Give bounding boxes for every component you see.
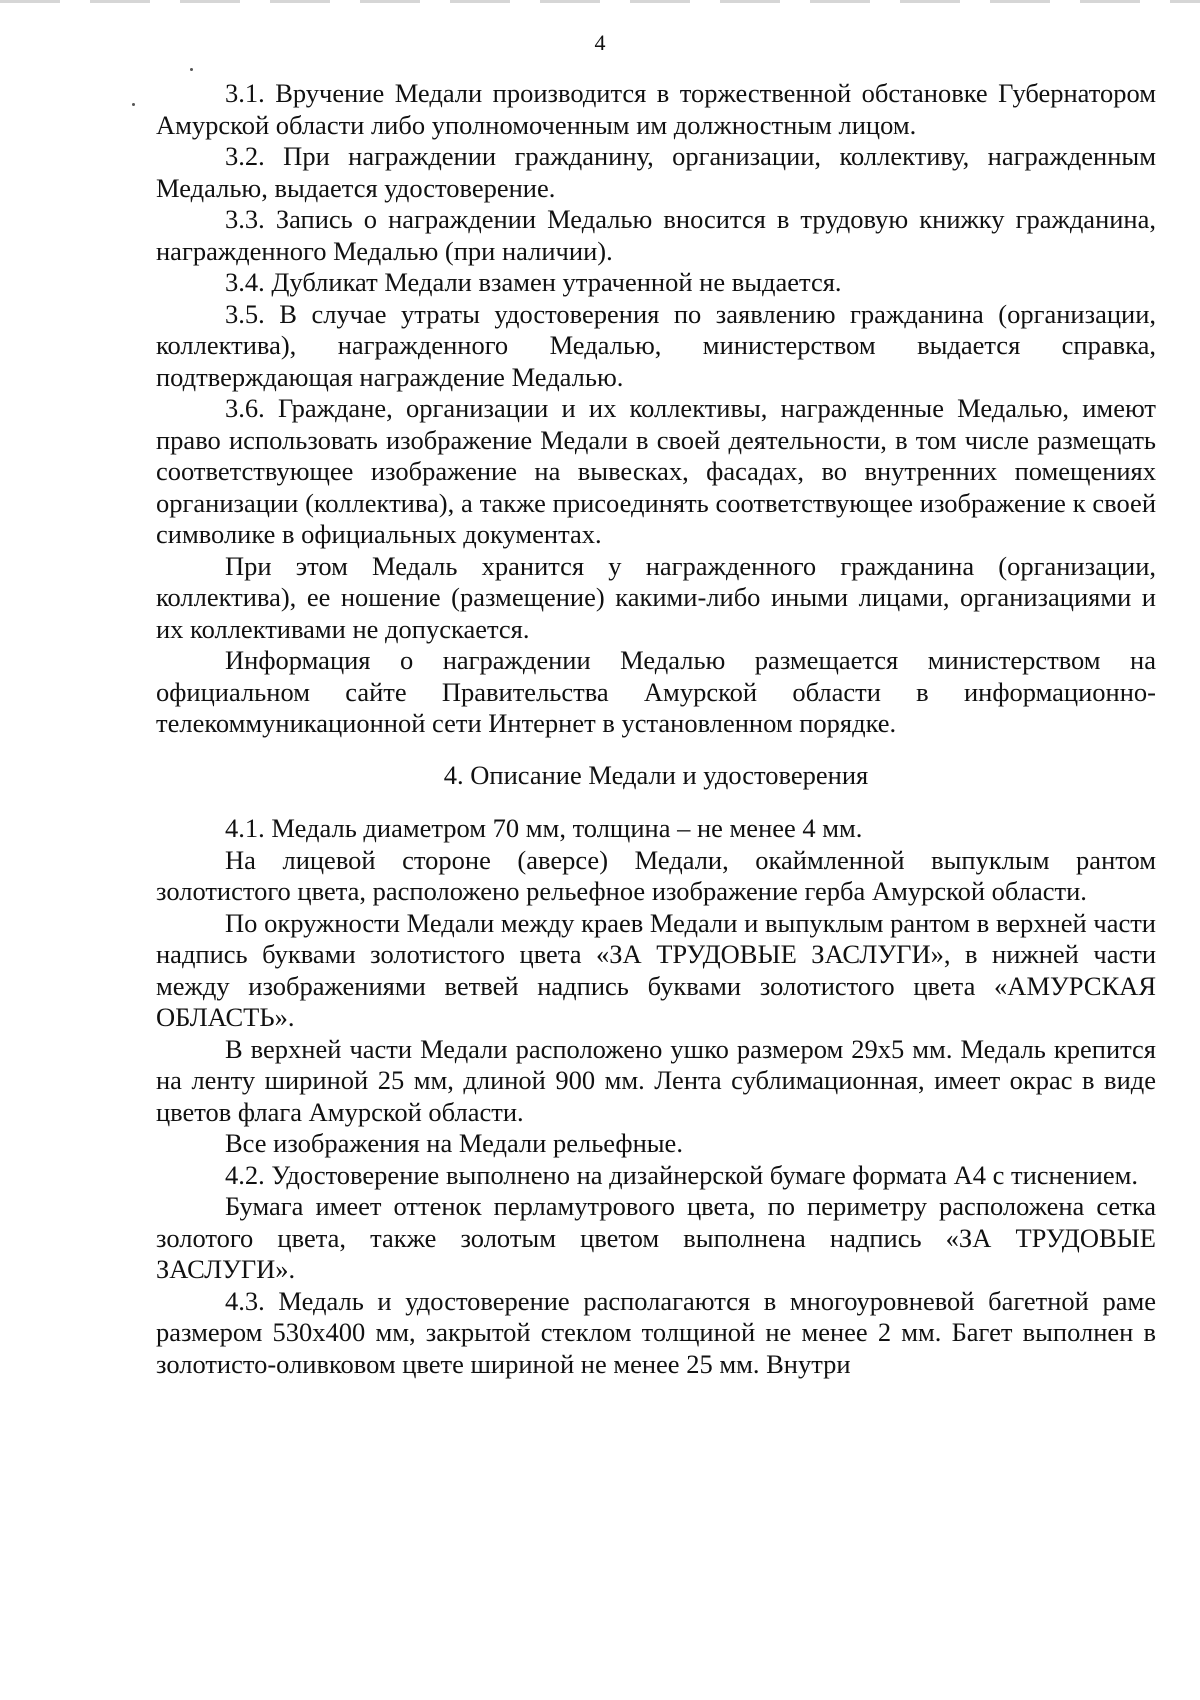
- paragraph-information: Информация о награждении Медалью размещается министерством на официальном сайте Правительства Амурской области в информационно-телекоммуникационной сети Интернет в установленном порядке.: [156, 645, 1156, 738]
- paragraph-4-2: 4.2. Удостоверение выполнено на дизайнерской бумаге формата А4 с тиснением.: [225, 1159, 1138, 1190]
- paragraph-storage: При этом Медаль хранится у награжденного гражданина (организации, коллектива), ее ношение (размещение) какими-либо иными лицами, организациями и их коллективами не допускается.: [156, 550, 1156, 644]
- paragraph-4-1: 4.1. Медаль диаметром 70 мм, толщина – не менее 4 мм.: [225, 813, 863, 843]
- paragraph-3-1: 3.1. Вручение Медали производится в торжественной обстановке Губернатором Амурской области либо уполномоченным им должностным лицом.: [156, 78, 1156, 140]
- paragraph-ribbon: В верхней части Медали расположено ушко размером 29x5 мм. Медаль крепится на ленту шириной 25 мм, длиной 900 мм. Лента сублимационная, имеет окрас в виде цветов флага Амурской области.: [156, 1033, 1156, 1127]
- page-number: 4: [594, 30, 606, 55]
- paragraph-3-5: 3.5. В случае утраты удостоверения по заявлению гражданина (организации, коллектива), награжденного Медалью, министерством выдается справка, подтверждающая награждение Медалью.: [156, 298, 1156, 392]
- paragraph-obverse: На лицевой стороне (аверсе) Медали, окаймленной выпуклым рантом золотистого цвета, расположено рельефное изображение герба Амурской области.: [156, 844, 1156, 906]
- paragraph-inscription: По окружности Медали между краев Медали и выпуклым рантом в верхней части надпись буквами золотистого цвета «ЗА ТРУДОВЫЕ ЗАСЛУГИ», в нижней части между изображениями ветвей надпись буквами золотистого цвета «АМУРСКАЯ ОБЛАСТЬ».: [156, 907, 1156, 1032]
- paragraph-paper: Бумага имеет оттенок перламутрового цвета, по периметру расположена сетка золотого цвета, также золотым цветом выполнена надпись «ЗА ТРУДОВЫЕ ЗАСЛУГИ».: [156, 1191, 1156, 1284]
- paragraph-3-4: 3.4. Дубликат Медали взамен утраченной не выдается.: [225, 267, 842, 297]
- section-heading: 4. Описание Медали и удостоверения: [443, 759, 869, 790]
- scan-edge: [0, 0, 1200, 3]
- scan-speck: [132, 103, 135, 106]
- scan-speck: [190, 68, 193, 71]
- document-body: [156, 78, 1156, 1380]
- paragraph-4-3: 4.3. Медаль и удостоверение располагаются в многоуровневой багетной раме размером 530x400 мм, закрытой стеклом толщиной не менее 2 мм. Багет выполнен в золотисто-оливковом цвете шириной не менее 25 мм. Внутри: [156, 1285, 1156, 1379]
- paragraph-3-6: 3.6. Граждане, организации и их коллективы, награжденные Медалью, имеют право использовать изображение Медали в своей деятельности, в том числе размещать соответствующее изображение на вывесках, фасадах, во внутренних помещениях организации (коллектива), а также присоединять соответствующее изображение к своей символике в официальных документах.: [156, 393, 1156, 549]
- paragraph-relief: Все изображения на Медали рельефные.: [225, 1128, 683, 1158]
- paragraph-3-2: 3.2. При награждении гражданину, организации, коллективу, награжденным Медалью, выдается удостоверение.: [156, 141, 1156, 203]
- paragraph-3-3: 3.3. Запись о награждении Медалью вносится в трудовую книжку гражданина, награжденного Медалью (при наличии).: [156, 204, 1156, 266]
